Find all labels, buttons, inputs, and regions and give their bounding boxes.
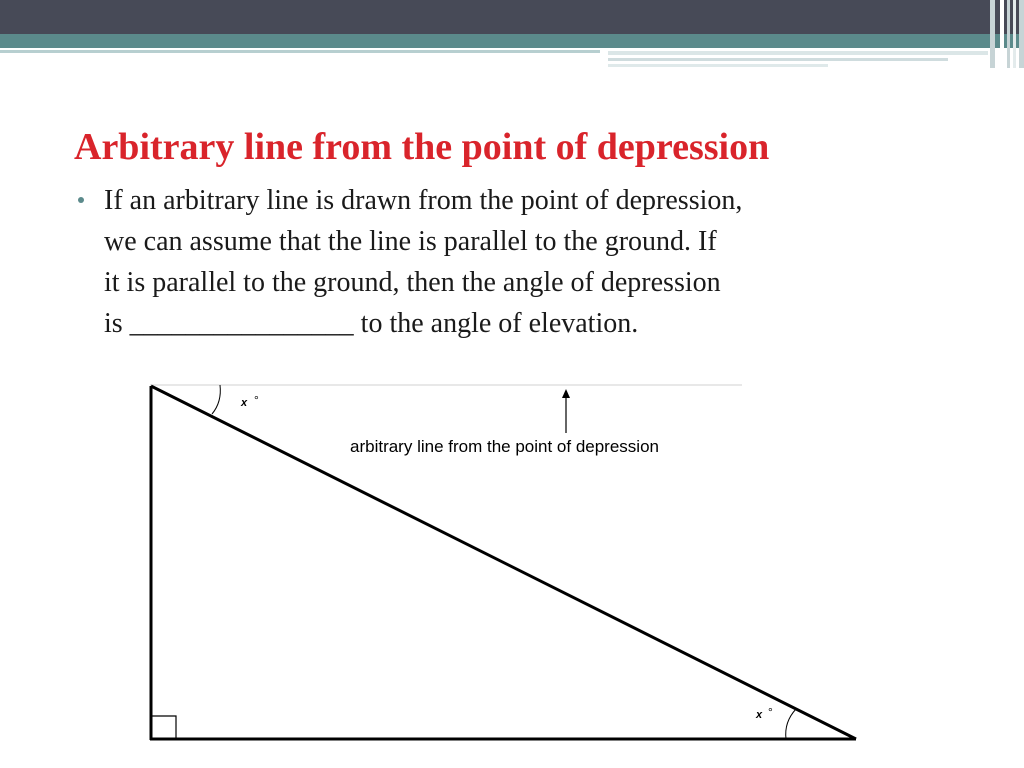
bottom-angle-variable: x — [756, 709, 763, 721]
bottom-angle-degree: ° — [768, 705, 773, 719]
slide-title: Arbitrary line from the point of depression — [74, 126, 770, 168]
top-angle-arc — [212, 385, 220, 414]
bullet-text-line: is ________________ to the angle of elevation. — [104, 308, 639, 339]
arrow-up-icon — [562, 389, 570, 398]
top-angle-variable: x — [241, 397, 248, 409]
top-angle-degree: ° — [254, 393, 259, 407]
bullet-text-line: we can assume that the line is parallel to the ground. If — [104, 226, 717, 257]
bottom-angle-arc — [786, 709, 796, 739]
bullet-text-line: it is parallel to the ground, then the angle of depression — [104, 267, 721, 298]
bullet-text-line: If an arbitrary line is drawn from the point of depression, — [104, 185, 743, 216]
right-angle-marker — [152, 716, 176, 738]
arrow-label: arbitrary line from the point of depression — [350, 437, 659, 456]
